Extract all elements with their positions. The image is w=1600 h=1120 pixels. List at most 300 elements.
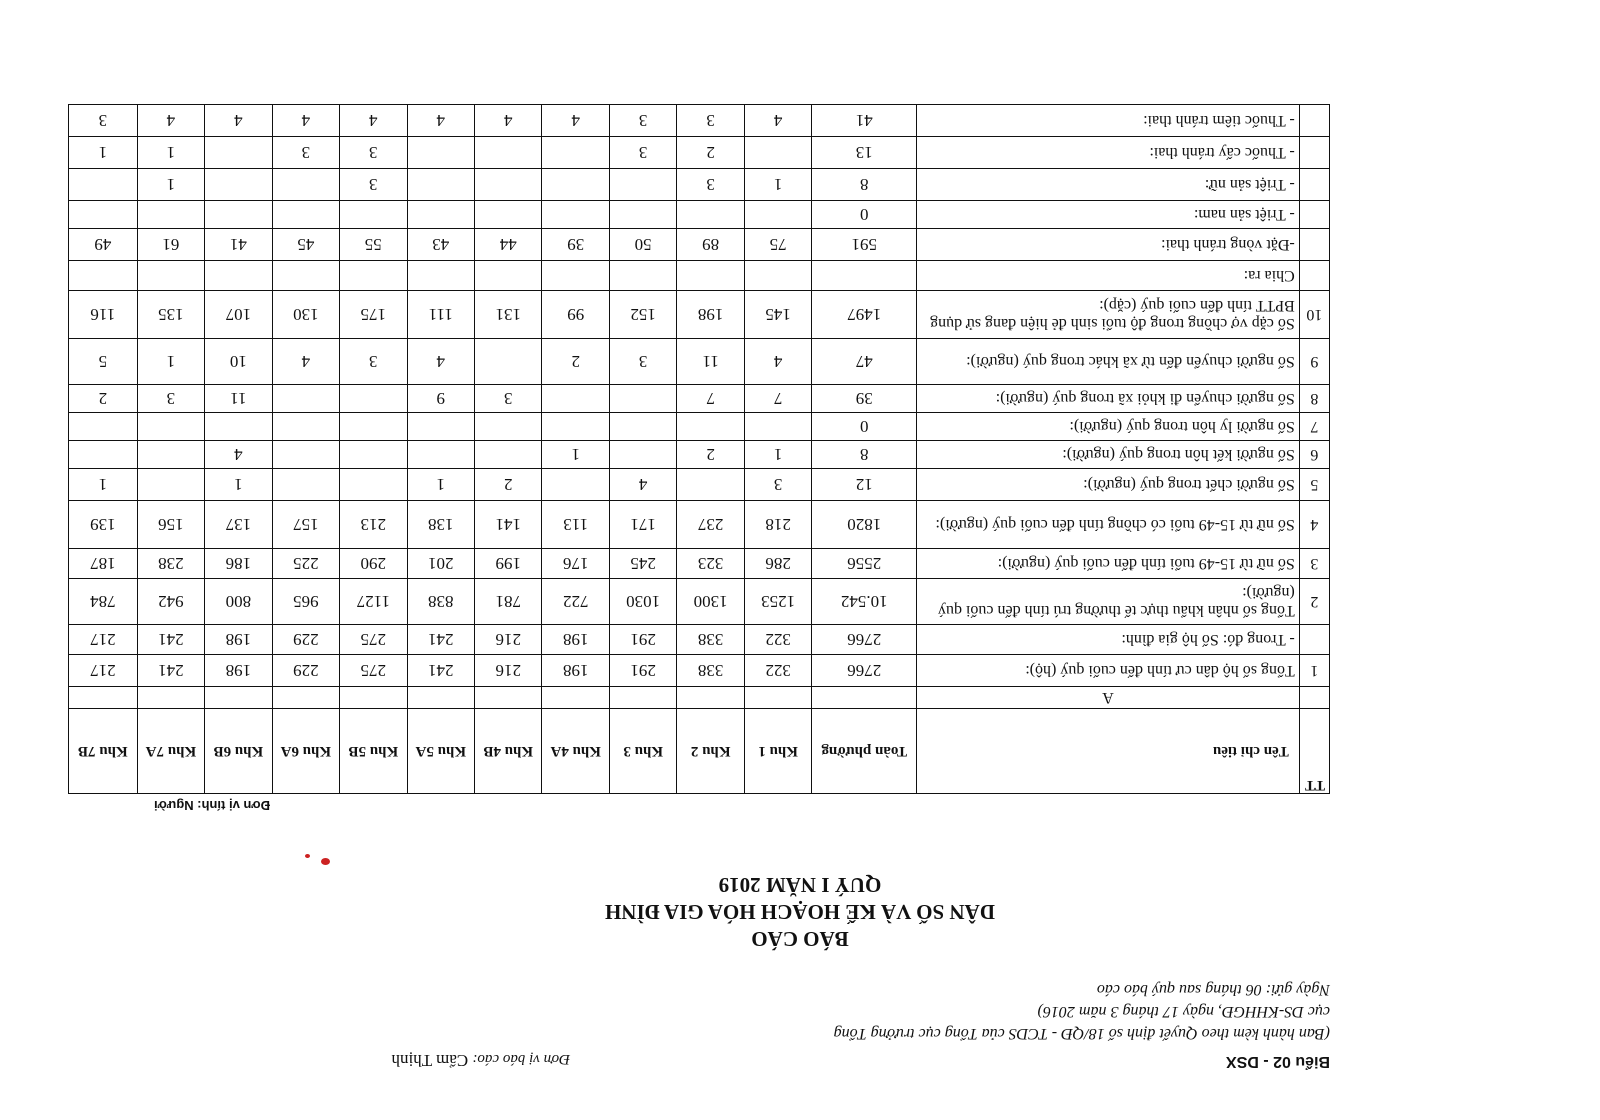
- value-cell: 61: [137, 229, 204, 261]
- value-cell: [340, 441, 407, 469]
- value-cell: 41: [812, 105, 917, 137]
- value-cell: 47: [812, 339, 917, 385]
- value-cell: 99: [542, 291, 609, 339]
- form-code: Biểu 02 - DSX: [1225, 1053, 1330, 1070]
- value-cell: 1: [137, 339, 204, 385]
- value-cell: [407, 413, 474, 441]
- value-cell: [542, 169, 609, 201]
- value-cell: 722: [542, 579, 609, 625]
- value-cell: 1: [407, 469, 474, 501]
- value-cell: 1: [542, 441, 609, 469]
- table-row: [69, 655, 1330, 687]
- table-cell: [407, 687, 474, 709]
- value-cell: 229: [272, 625, 339, 655]
- row-number: [1299, 169, 1329, 201]
- ink-stain: [305, 854, 310, 858]
- value-cell: 965: [272, 579, 339, 625]
- value-cell: [137, 413, 204, 441]
- indicator-name: Số nữ từ 15-49 tuổi tính đến cuối quý (người):: [917, 549, 1300, 579]
- value-cell: [542, 261, 609, 291]
- value-cell: [407, 201, 474, 229]
- value-cell: 241: [137, 625, 204, 655]
- value-cell: [340, 413, 407, 441]
- table-row: [69, 105, 1330, 137]
- value-cell: 4: [272, 339, 339, 385]
- value-cell: 4: [272, 105, 339, 137]
- value-cell: 171: [609, 501, 676, 549]
- value-cell: [407, 261, 474, 291]
- table-body: [69, 105, 1330, 709]
- value-cell: 216: [475, 655, 542, 687]
- value-cell: 1: [137, 137, 204, 169]
- value-cell: 338: [677, 625, 744, 655]
- value-cell: 291: [609, 655, 676, 687]
- value-cell: [205, 137, 272, 169]
- value-cell: [205, 413, 272, 441]
- value-cell: 4: [205, 441, 272, 469]
- value-cell: 1: [69, 469, 138, 501]
- value-cell: [137, 441, 204, 469]
- value-cell: 338: [677, 655, 744, 687]
- value-cell: 290: [340, 549, 407, 579]
- value-cell: 1300: [677, 579, 744, 625]
- value-cell: 116: [69, 291, 138, 339]
- value-cell: [744, 201, 811, 229]
- value-cell: [677, 413, 744, 441]
- table-row: [69, 291, 1330, 339]
- value-cell: [744, 413, 811, 441]
- value-cell: 156: [137, 501, 204, 549]
- column-header: Toàn phường: [812, 709, 917, 794]
- value-cell: [475, 441, 542, 469]
- table-cell: [677, 687, 744, 709]
- value-cell: 3: [340, 137, 407, 169]
- value-cell: 784: [69, 579, 138, 625]
- value-cell: 3: [69, 105, 138, 137]
- value-cell: 49: [69, 229, 138, 261]
- reporter-info: [392, 1050, 571, 1070]
- value-cell: 241: [407, 625, 474, 655]
- value-cell: 241: [137, 655, 204, 687]
- column-header: Khu 6B: [205, 709, 272, 794]
- table-cell: [609, 687, 676, 709]
- value-cell: 11: [677, 339, 744, 385]
- value-cell: 39: [812, 385, 917, 413]
- value-cell: 111: [407, 291, 474, 339]
- row-number: [1299, 261, 1329, 291]
- row-number: [1299, 137, 1329, 169]
- value-cell: 237: [677, 501, 744, 549]
- indicator-name: Số người chết trong quý (người):: [917, 469, 1300, 501]
- value-cell: [475, 137, 542, 169]
- column-header: Khu 2: [677, 709, 744, 794]
- reporter-label: Đơn vị báo cáo:: [472, 1051, 570, 1067]
- value-cell: 229: [272, 655, 339, 687]
- value-cell: 3: [609, 105, 676, 137]
- value-cell: 3: [272, 137, 339, 169]
- value-cell: [475, 169, 542, 201]
- value-cell: [542, 201, 609, 229]
- value-cell: 1: [69, 137, 138, 169]
- value-cell: 201: [407, 549, 474, 579]
- value-cell: 238: [137, 549, 204, 579]
- value-cell: 1253: [744, 579, 811, 625]
- value-cell: 10: [205, 339, 272, 385]
- value-cell: [475, 339, 542, 385]
- row-number: [1299, 229, 1329, 261]
- value-cell: 187: [69, 549, 138, 579]
- value-cell: 1: [205, 469, 272, 501]
- value-cell: [69, 413, 138, 441]
- indicator-name: Số người kết hôn trong quý (người):: [917, 441, 1300, 469]
- indicator-name: Tổng số nhân khẩu thực tế thường trú tính đến cuối quý (người):: [917, 579, 1300, 625]
- value-cell: 2: [677, 441, 744, 469]
- column-header: Khu 3: [609, 709, 676, 794]
- value-cell: 152: [609, 291, 676, 339]
- column-header: Khu 4B: [475, 709, 542, 794]
- value-cell: 800: [205, 579, 272, 625]
- value-cell: [272, 385, 339, 413]
- value-cell: 4: [205, 105, 272, 137]
- value-cell: 199: [475, 549, 542, 579]
- unit-label: Đơn vị tính: Người: [154, 798, 270, 813]
- table-row: [69, 169, 1330, 201]
- value-cell: 43: [407, 229, 474, 261]
- decree-note: [810, 978, 1330, 1044]
- value-cell: 137: [205, 501, 272, 549]
- value-cell: [609, 201, 676, 229]
- statistics-table: [68, 104, 1330, 794]
- column-header: TT: [1299, 709, 1329, 794]
- table-row: [69, 201, 1330, 229]
- table-row: [69, 413, 1330, 441]
- value-cell: [272, 441, 339, 469]
- value-cell: 4: [609, 469, 676, 501]
- value-cell: 198: [205, 655, 272, 687]
- value-cell: [272, 169, 339, 201]
- value-cell: [542, 469, 609, 501]
- column-header: Khu 7A: [137, 709, 204, 794]
- table-cell: [69, 687, 138, 709]
- table-header-row: [69, 709, 1330, 794]
- value-cell: 8: [812, 441, 917, 469]
- value-cell: 275: [340, 655, 407, 687]
- value-cell: 942: [137, 579, 204, 625]
- value-cell: [407, 137, 474, 169]
- reporter-value: Cẩm Thịnh: [391, 1051, 469, 1070]
- row-number: 4: [1299, 501, 1329, 549]
- value-cell: 176: [542, 549, 609, 579]
- value-cell: 2: [69, 385, 138, 413]
- value-cell: [272, 261, 339, 291]
- table-row: [69, 339, 1330, 385]
- value-cell: 135: [137, 291, 204, 339]
- value-cell: 10.542: [812, 579, 917, 625]
- value-cell: 198: [542, 625, 609, 655]
- value-cell: 139: [69, 501, 138, 549]
- value-cell: 89: [677, 229, 744, 261]
- indicator-name: -Đặt vòng tránh thai:: [917, 229, 1300, 261]
- value-cell: [542, 385, 609, 413]
- indicator-name: Số người chuyển đến từ xã khác trong quý (người):: [917, 339, 1300, 385]
- value-cell: [609, 413, 676, 441]
- value-cell: [475, 261, 542, 291]
- table-cell: [272, 687, 339, 709]
- row-number: [1299, 201, 1329, 229]
- value-cell: [609, 385, 676, 413]
- indicator-name: - Trong đó: Số hộ gia đình:: [917, 625, 1300, 655]
- value-cell: 4: [137, 105, 204, 137]
- value-cell: [340, 201, 407, 229]
- value-cell: 75: [744, 229, 811, 261]
- value-cell: 1127: [340, 579, 407, 625]
- value-cell: 2: [542, 339, 609, 385]
- report-title: [0, 871, 1600, 952]
- value-cell: [407, 441, 474, 469]
- value-cell: 4: [475, 105, 542, 137]
- value-cell: 198: [542, 655, 609, 687]
- column-header: Khu 4A: [542, 709, 609, 794]
- value-cell: 198: [677, 291, 744, 339]
- value-cell: 131: [475, 291, 542, 339]
- value-cell: [340, 385, 407, 413]
- value-cell: [69, 201, 138, 229]
- value-cell: 141: [475, 501, 542, 549]
- value-cell: 1030: [609, 579, 676, 625]
- indicator-name: Số người ly hôn trong quý (người):: [917, 413, 1300, 441]
- value-cell: [137, 201, 204, 229]
- value-cell: 322: [744, 655, 811, 687]
- value-cell: 1: [744, 169, 811, 201]
- value-cell: [205, 261, 272, 291]
- value-cell: 3: [677, 105, 744, 137]
- value-cell: [69, 261, 138, 291]
- value-cell: 2: [677, 137, 744, 169]
- value-cell: 3: [609, 339, 676, 385]
- value-cell: 4: [407, 339, 474, 385]
- value-cell: [69, 441, 138, 469]
- value-cell: 2556: [812, 549, 917, 579]
- value-cell: 781: [475, 579, 542, 625]
- table-row: [69, 625, 1330, 655]
- value-cell: 4: [744, 339, 811, 385]
- value-cell: [609, 441, 676, 469]
- row-number: 5: [1299, 469, 1329, 501]
- indicator-name: - Triệt sản nam:: [917, 201, 1300, 229]
- value-cell: 3: [475, 385, 542, 413]
- value-cell: 5: [69, 339, 138, 385]
- value-cell: 107: [205, 291, 272, 339]
- ink-stain: [321, 858, 330, 865]
- decree-text: (Ban hành kèm theo Quyết định số 18/QĐ - TCDS của Tổng cục trưởng Tổng cục DS-KHHGĐ, ngày 17 tháng 3 năm 2016): [833, 1003, 1330, 1042]
- column-header: Khu 5B: [340, 709, 407, 794]
- row-number: 2: [1299, 579, 1329, 625]
- value-cell: [744, 137, 811, 169]
- table-cell: [137, 687, 204, 709]
- row-number: 3: [1299, 549, 1329, 579]
- title-line-3: QUÝ I NĂM 2019: [718, 873, 882, 897]
- column-header: Khu 7B: [69, 709, 138, 794]
- value-cell: 39: [542, 229, 609, 261]
- value-cell: [812, 261, 917, 291]
- value-cell: 1: [137, 169, 204, 201]
- value-cell: [609, 261, 676, 291]
- value-cell: [609, 169, 676, 201]
- table-cell: [812, 687, 917, 709]
- value-cell: 291: [609, 625, 676, 655]
- value-cell: 157: [272, 501, 339, 549]
- row-number: 9: [1299, 339, 1329, 385]
- value-cell: 3: [609, 137, 676, 169]
- value-cell: 838: [407, 579, 474, 625]
- value-cell: [407, 169, 474, 201]
- value-cell: 7: [744, 385, 811, 413]
- value-cell: [677, 261, 744, 291]
- table-row: [69, 385, 1330, 413]
- value-cell: 1497: [812, 291, 917, 339]
- value-cell: 145: [744, 291, 811, 339]
- value-cell: 322: [744, 625, 811, 655]
- value-cell: 3: [340, 169, 407, 201]
- indicator-name: - Triệt sản nữ:: [917, 169, 1300, 201]
- row-number: 8: [1299, 385, 1329, 413]
- value-cell: 2: [475, 469, 542, 501]
- value-cell: 113: [542, 501, 609, 549]
- value-cell: [272, 201, 339, 229]
- value-cell: 4: [542, 105, 609, 137]
- table-row: [69, 441, 1330, 469]
- indicator-name: Số người chuyển đi khỏi xã trong quý (người):: [917, 385, 1300, 413]
- indicator-name: - Thuốc tiêm tránh thai:: [917, 105, 1300, 137]
- row-number: 6: [1299, 441, 1329, 469]
- value-cell: 11: [205, 385, 272, 413]
- value-cell: 217: [69, 625, 138, 655]
- value-cell: 2766: [812, 625, 917, 655]
- submission-date: Ngày gửi: 06 tháng sau quý báo cáo: [1096, 981, 1330, 998]
- table-row: [69, 501, 1330, 549]
- table-cell: [475, 687, 542, 709]
- value-cell: 7: [677, 385, 744, 413]
- row-number: [1299, 105, 1329, 137]
- value-cell: 218: [744, 501, 811, 549]
- value-cell: 591: [812, 229, 917, 261]
- value-cell: 8: [812, 169, 917, 201]
- value-cell: 323: [677, 549, 744, 579]
- indicator-name: Số cặp vợ chồng trong độ tuổi sinh đẻ hiện đang sử dụng BPTT tính đến cuối quý (cặp):: [917, 291, 1300, 339]
- column-letter-cell: A: [917, 687, 1300, 709]
- value-cell: 275: [340, 625, 407, 655]
- value-cell: [137, 261, 204, 291]
- value-cell: 9: [407, 385, 474, 413]
- value-cell: 175: [340, 291, 407, 339]
- value-cell: 3: [340, 339, 407, 385]
- value-cell: 44: [475, 229, 542, 261]
- indicator-name: Số nữ từ 15-49 tuổi có chồng tính đến cuối quý (người):: [917, 501, 1300, 549]
- indicator-name: Tổng số hộ dân cư tính đến cuối quý (hộ):: [917, 655, 1300, 687]
- value-cell: 4: [407, 105, 474, 137]
- row-number: 7: [1299, 413, 1329, 441]
- value-cell: 213: [340, 501, 407, 549]
- value-cell: [677, 469, 744, 501]
- title-line-1: BÁO CÁO: [751, 927, 849, 951]
- value-cell: 186: [205, 549, 272, 579]
- value-cell: 1: [744, 441, 811, 469]
- value-cell: 45: [272, 229, 339, 261]
- value-cell: 1820: [812, 501, 917, 549]
- value-cell: 50: [609, 229, 676, 261]
- value-cell: 4: [744, 105, 811, 137]
- table-row: [69, 579, 1330, 625]
- table-cell: [542, 687, 609, 709]
- value-cell: 0: [812, 201, 917, 229]
- value-cell: [205, 169, 272, 201]
- column-header: Khu 5A: [407, 709, 474, 794]
- value-cell: [205, 201, 272, 229]
- value-cell: 217: [69, 655, 138, 687]
- value-cell: [272, 413, 339, 441]
- value-cell: 2766: [812, 655, 917, 687]
- row-number: 1: [1299, 655, 1329, 687]
- value-cell: 130: [272, 291, 339, 339]
- value-cell: 4: [340, 105, 407, 137]
- column-header: Tên chỉ tiêu: [917, 709, 1300, 794]
- table-row: [69, 261, 1330, 291]
- value-cell: 198: [205, 625, 272, 655]
- value-cell: 3: [744, 469, 811, 501]
- table-row: [69, 549, 1330, 579]
- value-cell: 216: [475, 625, 542, 655]
- value-cell: [340, 261, 407, 291]
- value-cell: 55: [340, 229, 407, 261]
- row-number: [1299, 625, 1329, 655]
- table-row: [69, 137, 1330, 169]
- value-cell: [475, 413, 542, 441]
- value-cell: 3: [137, 385, 204, 413]
- value-cell: 225: [272, 549, 339, 579]
- value-cell: 13: [812, 137, 917, 169]
- value-cell: [340, 469, 407, 501]
- value-cell: 3: [677, 169, 744, 201]
- value-cell: 0: [812, 413, 917, 441]
- value-cell: 245: [609, 549, 676, 579]
- value-cell: [677, 201, 744, 229]
- value-cell: [542, 413, 609, 441]
- value-cell: [137, 469, 204, 501]
- value-cell: 241: [407, 655, 474, 687]
- value-cell: [744, 261, 811, 291]
- table-cell: [205, 687, 272, 709]
- table-row: [69, 687, 1330, 709]
- indicator-name: Chia ra:: [917, 261, 1300, 291]
- table-cell: [340, 687, 407, 709]
- value-cell: [272, 469, 339, 501]
- table-row: [69, 469, 1330, 501]
- table-cell: [1299, 687, 1329, 709]
- value-cell: [542, 137, 609, 169]
- value-cell: 138: [407, 501, 474, 549]
- table-cell: [744, 687, 811, 709]
- column-header: Khu 1: [744, 709, 811, 794]
- value-cell: 286: [744, 549, 811, 579]
- value-cell: [69, 169, 138, 201]
- table-row: [69, 229, 1330, 261]
- value-cell: [475, 201, 542, 229]
- column-header: Khu 6A: [272, 709, 339, 794]
- value-cell: 12: [812, 469, 917, 501]
- title-line-2: DÂN SỐ VÀ KẾ HOẠCH HÓA GIA ĐÌNH: [605, 900, 995, 924]
- value-cell: 41: [205, 229, 272, 261]
- indicator-name: - Thuốc cấy tránh thai:: [917, 137, 1300, 169]
